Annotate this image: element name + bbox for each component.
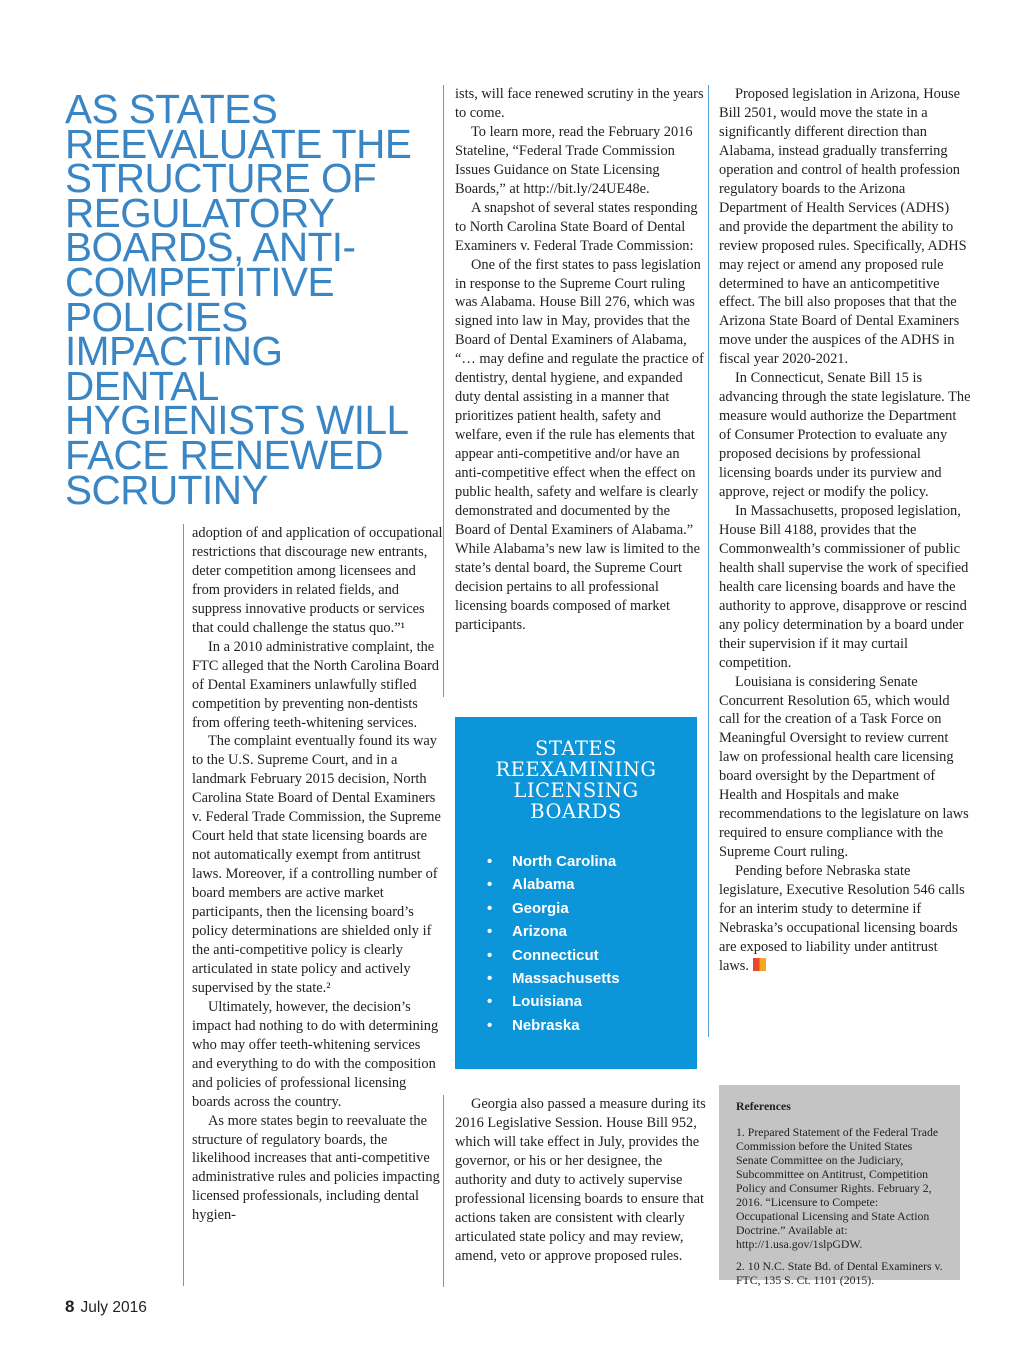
paragraph: Georgia also passed a measure during its 2016 Legislative Session. House Bill 952, which will take effect in July, provides the governor, or his or her designee, the authority and duty to actively supervise professional licensing boards to ensure that actions taken are consistent with clearly articulated state policy and may review, amend, veto or approve proposed rules. [455,1096,706,1264]
list-item [487,920,697,943]
paragraph: Louisiana is considering Senate Concurrent Resolution 65, which would call for the creation of a Task Force on Meaningful Oversight to review current law on professional health care licensing board oversight by the Department of Health and Hospitals and make recommendations to the legislature on laws required to ensure compliance with the Supreme Court ruling. [719,673,969,861]
state-name: Arizona [512,923,568,941]
reference-item: 2. 10 N.C. State Bd. of Dental Examiners v. FTC, 135 S. Ct. 1101 (2015). [736,1259,943,1287]
paragraph: Proposed legislation in Arizona, House Bill 2501, would move the state in a significantly different direction than Alabama, instead gradually transferring operation and control of health profession regulatory boards to the Arizona Department of Health Services (ADHS) and provide the department the ability to review proposed rules. Specifically, ADHS may reject or amend any proposed rule determined to have an anticompetitive effect. The bill also proposes that that the Arizona State Board of Dental Examiners move under the auspices of the ADHS in fiscal year 2020-2021. [719,86,967,368]
sidebar-title [455,738,697,822]
page-footer [65,1297,147,1317]
pull-quote-line: SCRUTINY [65,466,269,513]
bullet-icon: • [487,970,493,988]
paragraph: In Connecticut, Senate Bill 15 is advancing through the state legislature. The measure would authorize the Department of Consumer Protection to evaluate any proposed decisions by professional licensing boards under its purview and approve, reject or modify the policy. [719,370,971,501]
sidebar-title-line: REEXAMINING [495,758,657,781]
article-column-1 [183,524,444,1286]
references-heading: References [736,1099,791,1113]
list-item [487,990,697,1013]
pull-quote [65,86,435,513]
list-item [487,873,697,896]
list-item [487,967,697,990]
list-item [487,897,697,920]
paragraph: A snapshot of several states responding to North Carolina State Board of Dental Examiners v. Federal Trade Commission: [455,199,698,254]
paragraph: adoption of and application of occupational restrictions that discourage new entrants, deter competition among licensees and from providers in related fields, and suppress innovative products or services that could challenge the status quo.”¹ [192,525,443,636]
state-name: Nebraska [512,1016,580,1034]
paragraph [719,862,971,976]
state-name: Louisiana [512,993,583,1011]
pull-quote-line: STRUCTURE OF [65,155,377,202]
bullet-icon: • [487,946,493,964]
state-name: North Carolina [512,853,617,870]
state-name: Massachusetts [512,970,620,988]
paragraph: In a 2010 administrative complaint, the FTC alleged that the North Carolina Board of Dental Examiners unlawfully stifled competition by preventing non-dentists from offering teeth-whitening services. [192,638,439,731]
pull-quote-line: POLICIES [65,293,248,340]
pull-quote-line: COMPETITIVE [65,258,335,305]
bullet-icon: • [487,853,493,870]
pull-quote-line: REEVALUATE THE [65,120,412,167]
paragraph: As more states begin to reevaluate the structure of regulatory boards, the likelihood increases that anti-competitive administrative rules and policies impacting licensed professionals, including dental hygien- [192,1112,440,1224]
paragraph: The complaint eventually found its way to the U.S. Supreme Court, and in a landmark February 2015 decision, North Carolina State Board of Dental Examiners v. Federal Trade Commission, the Supreme Court held that state licensing boards are not automatically exempt from antitrust laws. Moreover, if a controlling number of board members are active market participants, then the licensing board’s policy determinations are shielded only if the anti-competitive policy is clearly articulated in state policy and actively supervised by the state.² [192,733,441,996]
pull-quote-line: IMPACTING DENTAL [65,328,283,409]
end-mark-icon [753,958,766,971]
paragraph-text: Pending before Nebraska state legislature, Executive Resolution 546 calls for an interim study to determine if Nebraska’s occupational licensing boards are exposed to liability under antitrust laws. [719,863,965,974]
states-sidebar [455,717,697,1069]
list-item [487,944,697,967]
page-number: 8 [65,1297,75,1316]
state-name: Alabama [512,876,575,894]
bullet-icon: • [487,993,493,1011]
pull-quote-line: REGULATORY [65,189,335,236]
paragraph: Ultimately, however, the decision’s impact had nothing to do with determining who may offer teeth-whitening services and everything to do with the composition and policies of professional licensing boards across the country. [192,998,439,1110]
issue-date: July 2016 [80,1299,147,1316]
bullet-icon: • [487,923,493,941]
article-column-2-continued [443,1095,707,1287]
article-column-2 [443,85,707,697]
article-column-3 [708,85,971,1037]
pull-quote-line: HYGIENISTS WILL [65,397,409,444]
sidebar-title-line: LICENSING [513,779,639,802]
bullet-icon: • [487,876,493,894]
paragraph: To learn more, read the February 2016 Stateline, “Federal Trade Commission Issues Guidance on State Licensing Boards,” at http://bit.ly/24UE48e. [455,123,693,197]
bullet-icon: • [487,899,493,917]
state-name: Connecticut [512,946,599,964]
pull-quote-line: BOARDS, ANTI- [65,224,356,271]
paragraph: In Massachusetts, proposed legislation, House Bill 4188, provides that the Commonwealth’s commissioner of public health shall supervise the work of specified health care licensing boards and have the authority to approve, disapprove or rescind any policy determination by a board under their supervision if it may curtail competition. [719,502,969,671]
sidebar-title-line: STATES [535,737,617,760]
reference-item: 1. Prepared Statement of the Federal Trade Commission before the United States Senate Committee on the Judiciary, Subcommittee on Antitrust, Competition Policy and Consumer Rights. February 2, 2016. “Licensure to Compete: Occupational Licensing and State Action Doctrine.” Available at: http://1.usa.gov/1slpGDW. [736,1125,939,1251]
list-item [487,850,697,873]
bullet-icon: • [487,1016,493,1034]
states-list [455,850,697,1037]
paragraph: ists, will face renewed scrutiny in the years to come. [455,86,704,121]
list-item [487,1014,697,1037]
sidebar-title-line: BOARDS [530,800,622,823]
pull-quote-line: FACE RENEWED [65,431,384,478]
state-name: Georgia [512,899,569,917]
paragraph: One of the first states to pass legislation in response to the Supreme Court ruling was Alabama. House Bill 276, which was signed into law in May, provides that the Board of Dental Examiners of Alabama, “… may define and regulate the practice of dentistry, dental hygiene, and expanded duty dental assisting in a manner that prioritizes patient health, safety and welfare, even if the rule has elements that appear anti-competitive and/or have an anti-competitive effect when the effect on public health, safety and welfare is clearly demonstrated and documented by the Board of Dental Examiners of Alabama.” While Alabama’s new law is limited to the state’s dental board, the Supreme Court decision pertains to all professional licensing boards composed of market participants. [455,256,704,633]
pull-quote-line: AS STATES [65,86,278,132]
references-box [719,1085,960,1287]
